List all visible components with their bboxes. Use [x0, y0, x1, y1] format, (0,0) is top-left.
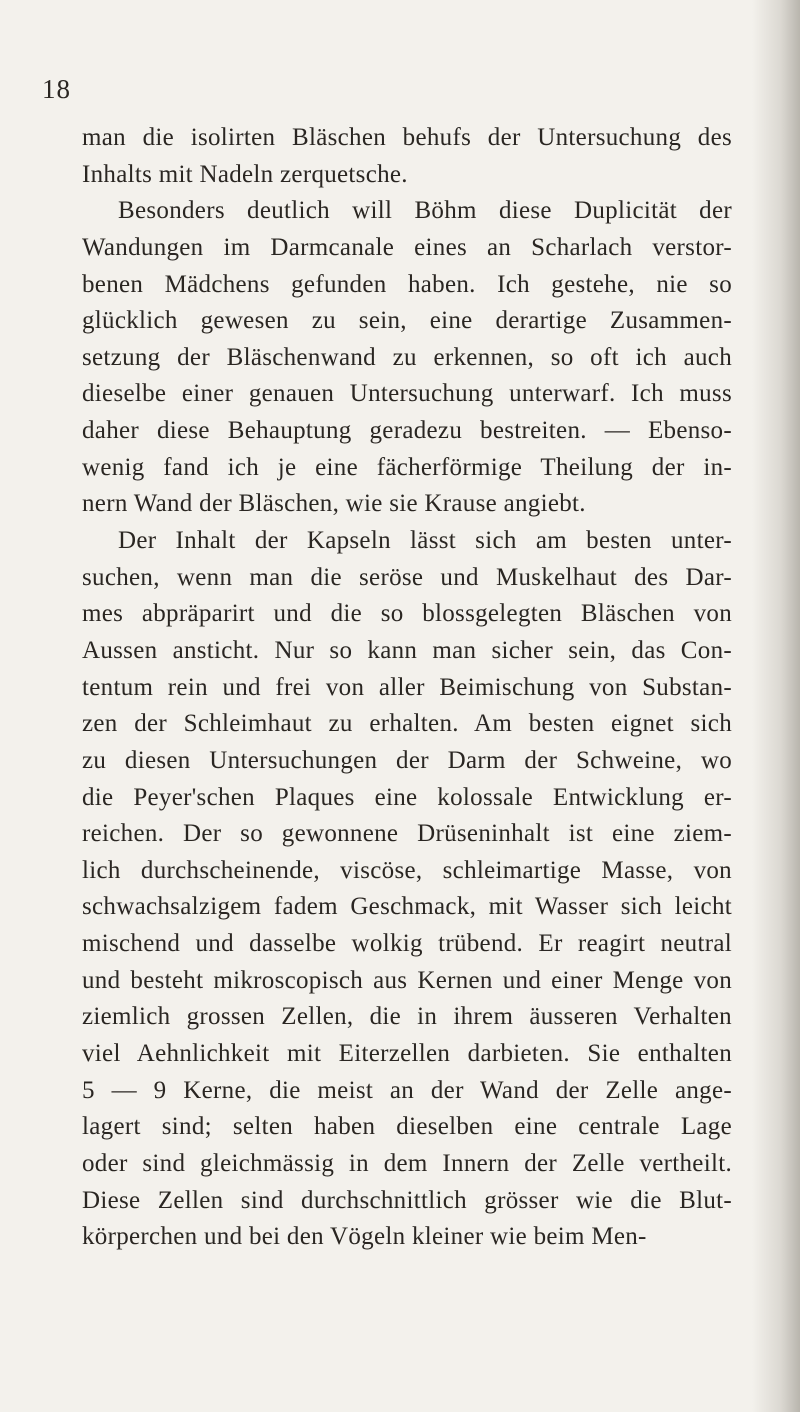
text-line: lagert sind; selten haben dieselben eine centrale Lage: [82, 1113, 732, 1141]
text-line: Besonders deutlich will Böhm diese Duplicität der: [118, 197, 732, 225]
text-line: 5 — 9 Kerne, die meist an der Wand der Zelle ange-: [82, 1076, 732, 1104]
text-line: Diese Zellen sind durchschnittlich grösser wie die Blut-: [82, 1186, 732, 1214]
body-text: [82, 120, 732, 1256]
text-line: die Peyer'schen Plaques eine kolossale Entwicklung er-: [82, 783, 732, 811]
text-line: daher diese Behauptung geradezu bestreiten. — Ebenso-: [82, 417, 732, 445]
text-line: tentum rein und frei von aller Beimischung von Substan-: [82, 673, 732, 701]
text-line: mes abpräparirt und die so blossgelegten Bläschen von: [82, 600, 732, 628]
text-line: ziemlich grossen Zellen, die in ihrem äusseren Verhalten: [82, 1003, 732, 1031]
text-line: dieselbe einer genauen Untersuchung unterwarf. Ich muss: [82, 380, 732, 408]
text-line: lich durchscheinende, viscöse, schleimartige Masse, von: [82, 856, 732, 884]
text-line: nern Wand der Bläschen, wie sie Krause angiebt.: [82, 490, 586, 518]
text-line: oder sind gleichmässig in dem Innern der Zelle vertheilt.: [82, 1149, 732, 1177]
text-line: wenig fand ich je eine fächerförmige Theilung der in-: [82, 453, 732, 481]
text-line: und besteht mikroscopisch aus Kernen und einer Menge von: [82, 966, 732, 994]
text-line: reichen. Der so gewonnene Drüseninhalt ist eine ziem-: [82, 820, 732, 848]
page-number: 18: [42, 74, 71, 104]
text-line: Wandungen im Darmcanale eines an Scharlach verstor-: [82, 233, 732, 261]
text-line: Der Inhalt der Kapseln lässt sich am besten unter-: [118, 527, 732, 555]
text-line: benen Mädchens gefunden haben. Ich gestehe, nie so: [82, 270, 732, 298]
text-line: Inhalts mit Nadeln zerquetsche.: [82, 160, 408, 188]
text-line: viel Aehnlichkeit mit Eiterzellen darbieten. Sie enthalten: [82, 1040, 732, 1068]
page-edge-shadow: [752, 0, 800, 1412]
text-line: mischend und dasselbe wolkig trübend. Er reagirt neutral: [82, 930, 732, 958]
text-line: Aussen ansticht. Nur so kann man sicher sein, das Con-: [82, 636, 732, 664]
text-line: zu diesen Untersuchungen der Darm der Schweine, wo: [82, 746, 732, 774]
text-line: man die isolirten Bläschen behufs der Untersuchung des: [82, 124, 732, 151]
text-line: schwachsalzigem fadem Geschmack, mit Wasser sich leicht: [82, 893, 732, 921]
text-line: zen der Schleimhaut zu erhalten. Am besten eignet sich: [82, 710, 732, 738]
text-line: glücklich gewesen zu sein, eine derartige Zusammen-: [82, 307, 732, 335]
text-line: suchen, wenn man die seröse und Muskelhaut des Dar-: [82, 563, 732, 591]
text-line: körperchen und bei den Vögeln kleiner wie beim Men-: [82, 1223, 647, 1251]
text-line: setzung der Bläschenwand zu erkennen, so oft ich auch: [82, 343, 732, 371]
